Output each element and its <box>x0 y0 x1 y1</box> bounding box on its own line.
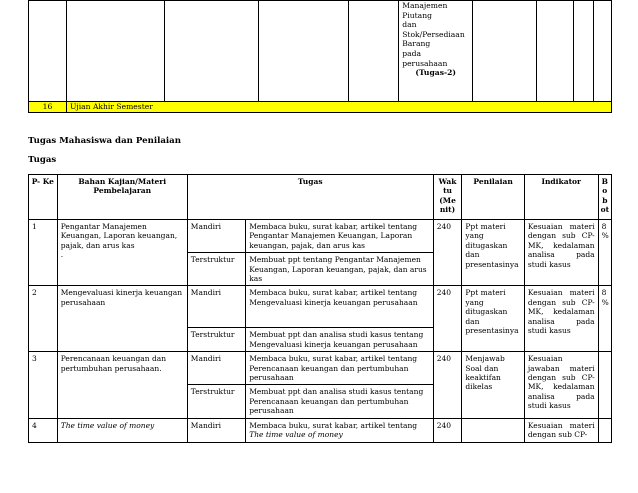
table-row: 4 The time value of money Mandiri Membaca buku, surat kabar, artikel tentang The time value of money 240 Kesuaian materi dengan sub CP- <box>29 418 612 442</box>
header-time: Wak tu (Me nit) <box>433 175 462 220</box>
table-row: 1 Pengantar Manajemen Keuangan, Laporan keuangan, pajak, dan arus kas . Mandiri Membaca buku, surat kabar, artikel tentang Pengantar Manajemen Keuangan, Laporan keuangan, pajak, dan arus kas 240 Ppt materi yang ditugaskan dan presentasinya Kesuaian materi dengan sub CP-MK, kedalaman analisa pada studi kasus 8 % <box>29 220 612 253</box>
topic-cell: Manajemen Piutang dan Stok/Persediaan Barang pada perusahaan (Tugas-2) <box>399 1 473 102</box>
assignment-tag: (Tugas-2) <box>415 68 456 78</box>
table-row: Terstruktur Membuat ppt dan analisa studi kasus tentang Mengevaluasi kinerja keuangan perusahaan <box>29 328 612 352</box>
table-header-row <box>29 175 612 220</box>
table-row: 2 Mengevaluasi kinerja keuangan perusahaan Mandiri Membaca buku, surat kabar, artikel tentang Mengevaluasi kinerja keuangan perusahaan 240 Ppt materi yang ditugaskan dan presentasinya Kesuaian materi dengan sub CP-MK, kedalaman analisa pada studi kasus 8 % <box>29 286 612 328</box>
assignment-table <box>28 174 612 443</box>
header-indicator: Indikator <box>524 175 598 220</box>
final-exam-row <box>29 102 612 113</box>
subsection-title: Tugas <box>28 155 57 165</box>
header-task: Tugas <box>187 175 433 220</box>
table-row: Terstruktur Membuat ppt tentang Pengantar Manajemen Keuangan, Laporan keuangan, pajak, dan arus kas <box>29 253 612 286</box>
table-row: 3 Perencanaan keuangan dan pertumbuhan perusahaan. Mandiri Membaca buku, surat kabar, artikel tentang Perencanaan keuangan dan pertumbuhan perusahaan 240 Menjawab Soal dan keaktifan dikelas Kesuaian jawaban materi dengan sub CP-MK, kedalaman analisa pada studi kasus <box>29 352 612 385</box>
header-weight: B o b ot <box>598 175 611 220</box>
previous-schedule-table <box>28 0 612 113</box>
exam-label: Ujian Akhir Semester <box>66 102 611 113</box>
header-meeting: P- Ke <box>29 175 58 220</box>
header-material: Bahan Kajian/Materi Pembelajaran <box>57 175 187 220</box>
section-title: Tugas Mahasiswa dan Penilaian <box>28 136 181 146</box>
header-assessment: Penilaian <box>462 175 524 220</box>
table-row: Terstruktur Membuat ppt dan analisa studi kasus tentang Perencanaan keuangan dan pertumbuhan perusahaan <box>29 385 612 418</box>
exam-week-number: 16 <box>29 102 67 113</box>
previous-table-row <box>29 1 612 102</box>
